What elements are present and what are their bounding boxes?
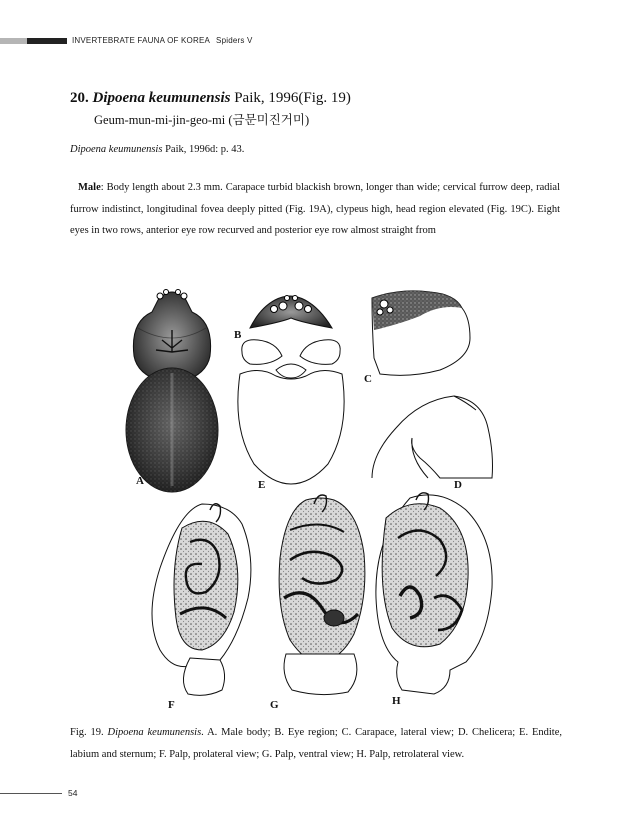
header-bar-black — [27, 38, 67, 44]
synonym-citation: Paik, 1996d: p. 43. — [165, 144, 245, 155]
running-title: INVERTEBRATE FAUNA OF KOREA — [72, 36, 211, 45]
panel-b-eye-region — [234, 296, 332, 342]
caption-prefix: Fig. 19. — [70, 727, 108, 738]
panel-label-c: C — [364, 373, 372, 385]
description-text: : Body length about 2.3 mm. Carapace turbid blackish brown, longer than wide; cervical furrow deep, radial furrow indistinct, longitudinal fovea deeply pitted (Fig. 19A), clypeus high, head region elevated (Fig. 19C). Eight eyes in two rows, anterior eye row recurved and posterior eye row almost straight from — [70, 182, 560, 236]
description-paragraph — [70, 177, 560, 242]
panel-d-chelicera — [372, 396, 493, 491]
korean-name: Geum-mun-mi-jin-geo-mi (금문미진거미) — [94, 113, 310, 127]
panel-label-h: H — [392, 695, 401, 707]
panel-g-palp-ventral — [270, 495, 365, 708]
description-label: Male — [78, 182, 101, 193]
panel-label-d: D — [454, 479, 462, 491]
species-authority: Paik, 1996 — [234, 90, 299, 106]
synonym-line — [70, 144, 244, 155]
panel-label-e: E — [258, 479, 266, 491]
caption-species: Dipoena keumunensis — [107, 727, 202, 738]
footer-rule — [0, 793, 62, 794]
species-name: Dipoena keumunensis — [92, 90, 231, 106]
panel-c-carapace-lateral — [364, 291, 470, 385]
page-number: 54 — [68, 788, 78, 798]
species-number: 20. — [70, 90, 89, 106]
synonym-name: Dipoena keumunensis — [70, 144, 163, 155]
species-heading — [70, 90, 351, 107]
figure-19 — [110, 278, 510, 708]
running-header — [72, 36, 253, 45]
panel-label-f: F — [168, 699, 175, 708]
panel-f-palp-prolateral — [152, 504, 251, 708]
panel-e-endite-sternum — [238, 340, 344, 491]
header-bar-grey — [0, 38, 27, 44]
panel-label-b: B — [234, 329, 242, 341]
figure-caption — [70, 722, 562, 765]
caption-text: . A. Male body; B. Eye region; C. Carapace, lateral view; D. Chelicera; E. Endite, labium and sternum; F. Palp, prolateral view; G. Palp, ventral view; H. Palp, retrolateral view. — [70, 727, 562, 760]
panel-a-male-body — [126, 290, 218, 493]
panel-label-g: G — [270, 699, 279, 708]
species-fig-ref: (Fig. 19) — [298, 90, 351, 106]
running-subtitle: Spiders V — [216, 36, 253, 45]
panel-label-a: A — [136, 475, 144, 487]
panel-h-palp-retrolateral — [376, 493, 492, 707]
